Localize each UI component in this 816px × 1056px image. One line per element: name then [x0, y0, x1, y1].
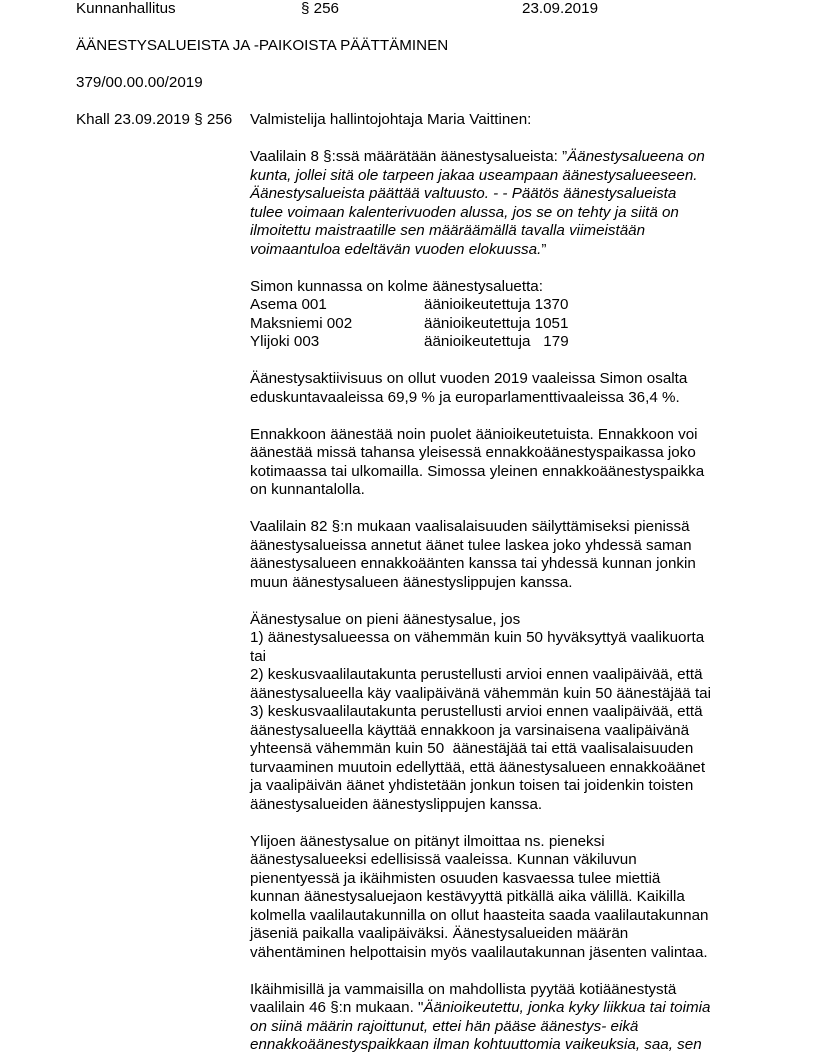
- paragraph-line: Ylijoen äänestysalue on pitänyt ilmoittaa ns. pieneksi: [250, 832, 605, 850]
- law-quote-intro: Vaalilain 8 §:ssä määrätään äänestysalueista: ”: [250, 148, 568, 165]
- paragraph-line: kunnan äänestysaluejaon kestävyyttä pitkällä aika välillä. Kaikilla: [250, 888, 685, 905]
- paragraph-line: on kunnantalolla.: [250, 481, 365, 498]
- paragraph-line: äänestysalueiden äänestyslippujen kanssa.: [250, 795, 543, 813]
- paragraph-line: Äänestysalue on pieni äänestysalue, jos: [250, 610, 521, 628]
- paragraph-line: turvaaminen muutoin edellyttää, että äänestysalueen ennakkoäänet: [250, 758, 706, 776]
- law-quote-line: tulee voimaan kalenterivuoden alussa, jos se on tehty ja siitä on: [250, 203, 679, 221]
- area-row: [250, 315, 770, 334]
- paragraph-line: on siinä määrin rajoittunut, ettei hän pääse äänestys- eikä: [250, 1017, 639, 1035]
- areas-paragraph: [250, 278, 770, 352]
- paragraph-line: pienentyessä ja ikäihmisten osuuden kasvaessa tulee miettiä: [250, 869, 661, 887]
- paragraph-line: 3) keskusvaalilautakunta perustellusti arvioi ennen vaalipäivää, että: [250, 703, 703, 720]
- small-area-paragraph: [250, 611, 770, 815]
- paragraph-line: äänestysalueeksi edellisissä vaaleissa. Kunnan väkiluvun: [250, 851, 637, 868]
- area-count: 179: [543, 333, 569, 350]
- secrecy-paragraph: [250, 518, 770, 592]
- area-count: 1370: [534, 296, 569, 313]
- law-quote-paragraph: [250, 148, 770, 259]
- area-row: [250, 333, 770, 352]
- law-quote-line: kunta, jollei sitä ole tarpeen jakaa useampaan äänestysalueeseen.: [250, 166, 698, 184]
- document-title: ÄÄNESTYSALUEISTA JA -PAIKOISTA PÄÄTTÄMINEN: [76, 37, 449, 54]
- paragraph-line: Vaalilain 82 §:n mukaan vaalisalaisuuden säilyttämiseksi pienissä: [250, 518, 690, 535]
- paragraph-line: ja vaalipäivän äänet yhdistetään jonkun toisen tai joidenkin toisten: [250, 777, 694, 794]
- area-name: Maksniemi 002: [250, 314, 353, 332]
- area-row: [250, 296, 770, 315]
- paragraph-line: kolmella vaalilautakunnilla on ollut haasteita saada vaalilautakunnan: [250, 906, 709, 924]
- paragraph-line: muun äänestysalueen äänestyslippujen kanssa.: [250, 573, 573, 591]
- paragraph-line: ennakkoäänestyspaikkaan ilman kohtuuttomia vaikeuksia, saa, sen: [250, 1036, 702, 1053]
- law-quote-close: ”: [541, 240, 547, 258]
- law-quote-line: Äänestysalueista päättää valtuusto. - - Päätös äänestysalueista: [250, 185, 677, 202]
- paragraph-line: eduskuntavaaleissa 69,9 % ja europarlamenttivaaleissa 36,4 %.: [250, 388, 680, 406]
- area-name: Asema 001: [250, 296, 327, 313]
- header-date: 23.09.2019: [522, 0, 599, 17]
- paragraph-line: yhteensä vähemmän kuin 50 äänestäjää tai että vaalisalaisuuden: [250, 740, 694, 757]
- paragraph-line: äänestysalueella käy vaalipäivänä vähemmän kuin 50 äänestäjää tai: [250, 684, 711, 702]
- paragraph-line: äänestysalueen ennakkoäänten kanssa tai yhdessä kunnan jonkin: [250, 555, 696, 572]
- area-label: äänioikeutettuja: [424, 296, 531, 313]
- body-text: [250, 111, 770, 1055]
- home-voting-paragraph: [250, 981, 770, 1055]
- paragraph-line: äänestää missä tahansa yleisessä ennakkoäänestyspaikassa joko: [250, 444, 696, 461]
- paragraph-line: tai: [250, 647, 267, 665]
- case-number: 379/00.00.00/2019: [76, 74, 203, 91]
- area-label: äänioikeutettuja: [424, 314, 531, 332]
- law-quote-first: Äänestysalueena on: [567, 148, 705, 165]
- preparer-line: Valmistelija hallintojohtaja Maria Vaittinen:: [250, 111, 532, 128]
- area-count: 1051: [534, 314, 569, 332]
- meeting-reference: Khall 23.09.2019 § 256: [76, 111, 233, 128]
- header-org: Kunnanhallitus: [76, 0, 176, 17]
- areas-intro: Simon kunnassa on kolme äänestysaluetta:: [250, 277, 543, 295]
- paragraph-line: äänestysalueella käyttää ennakkoon ja varsinaisena vaalipäivänä: [250, 721, 690, 739]
- paragraph-line: jäseniä paikalla vaalipäiväksi. Äänestysalueiden määrän: [250, 925, 629, 942]
- advance-voting-paragraph: [250, 426, 770, 500]
- law-quote-line: ilmoitettu maistraatille sen määräämällä tavalla viimeistään: [250, 222, 646, 239]
- paragraph-line: 1) äänestysalueessa on vähemmän kuin 50 hyväksyttyä vaalikuorta: [250, 629, 705, 646]
- law-quote-line: voimaantuloa edeltävän vuoden elokuussa.: [250, 240, 542, 258]
- area-label: äänioikeutettuja: [424, 333, 531, 350]
- ylijoki-paragraph: [250, 833, 770, 963]
- paragraph-line: Ennakkoon äänestää noin puolet äänioikeutetuista. Ennakkoon voi: [250, 425, 698, 443]
- header-section: § 256: [301, 0, 340, 17]
- area-name: Ylijoki 003: [250, 333, 320, 350]
- paragraph-line: Äänestysaktiivisuus on ollut vuoden 2019 vaaleissa Simon osalta: [250, 370, 688, 387]
- turnout-paragraph: [250, 370, 770, 407]
- paragraph-line: äänestysalueissa annetut äänet tulee laskea joko yhdessä saman: [250, 536, 692, 554]
- paragraph-line: vähentäminen helpottaisin myös vaalilautakunnan jäsenten valintaa.: [250, 943, 708, 961]
- home-voting-intro: vaalilain 46 §:n mukaan. ": [250, 999, 424, 1016]
- home-voting-quote: Äänioikeutettu, jonka kyky liikkua tai toimia: [423, 999, 711, 1016]
- paragraph-line: kotimaassa tai ulkomailla. Simossa yleinen ennakkoäänestyspaikka: [250, 462, 705, 480]
- paragraph-line: Ikäihmisillä ja vammaisilla on mahdollista pyytää kotiäänestystä: [250, 980, 677, 998]
- paragraph-line: 2) keskusvaalilautakunta perustellusti arvioi ennen vaalipäivää, että: [250, 666, 703, 683]
